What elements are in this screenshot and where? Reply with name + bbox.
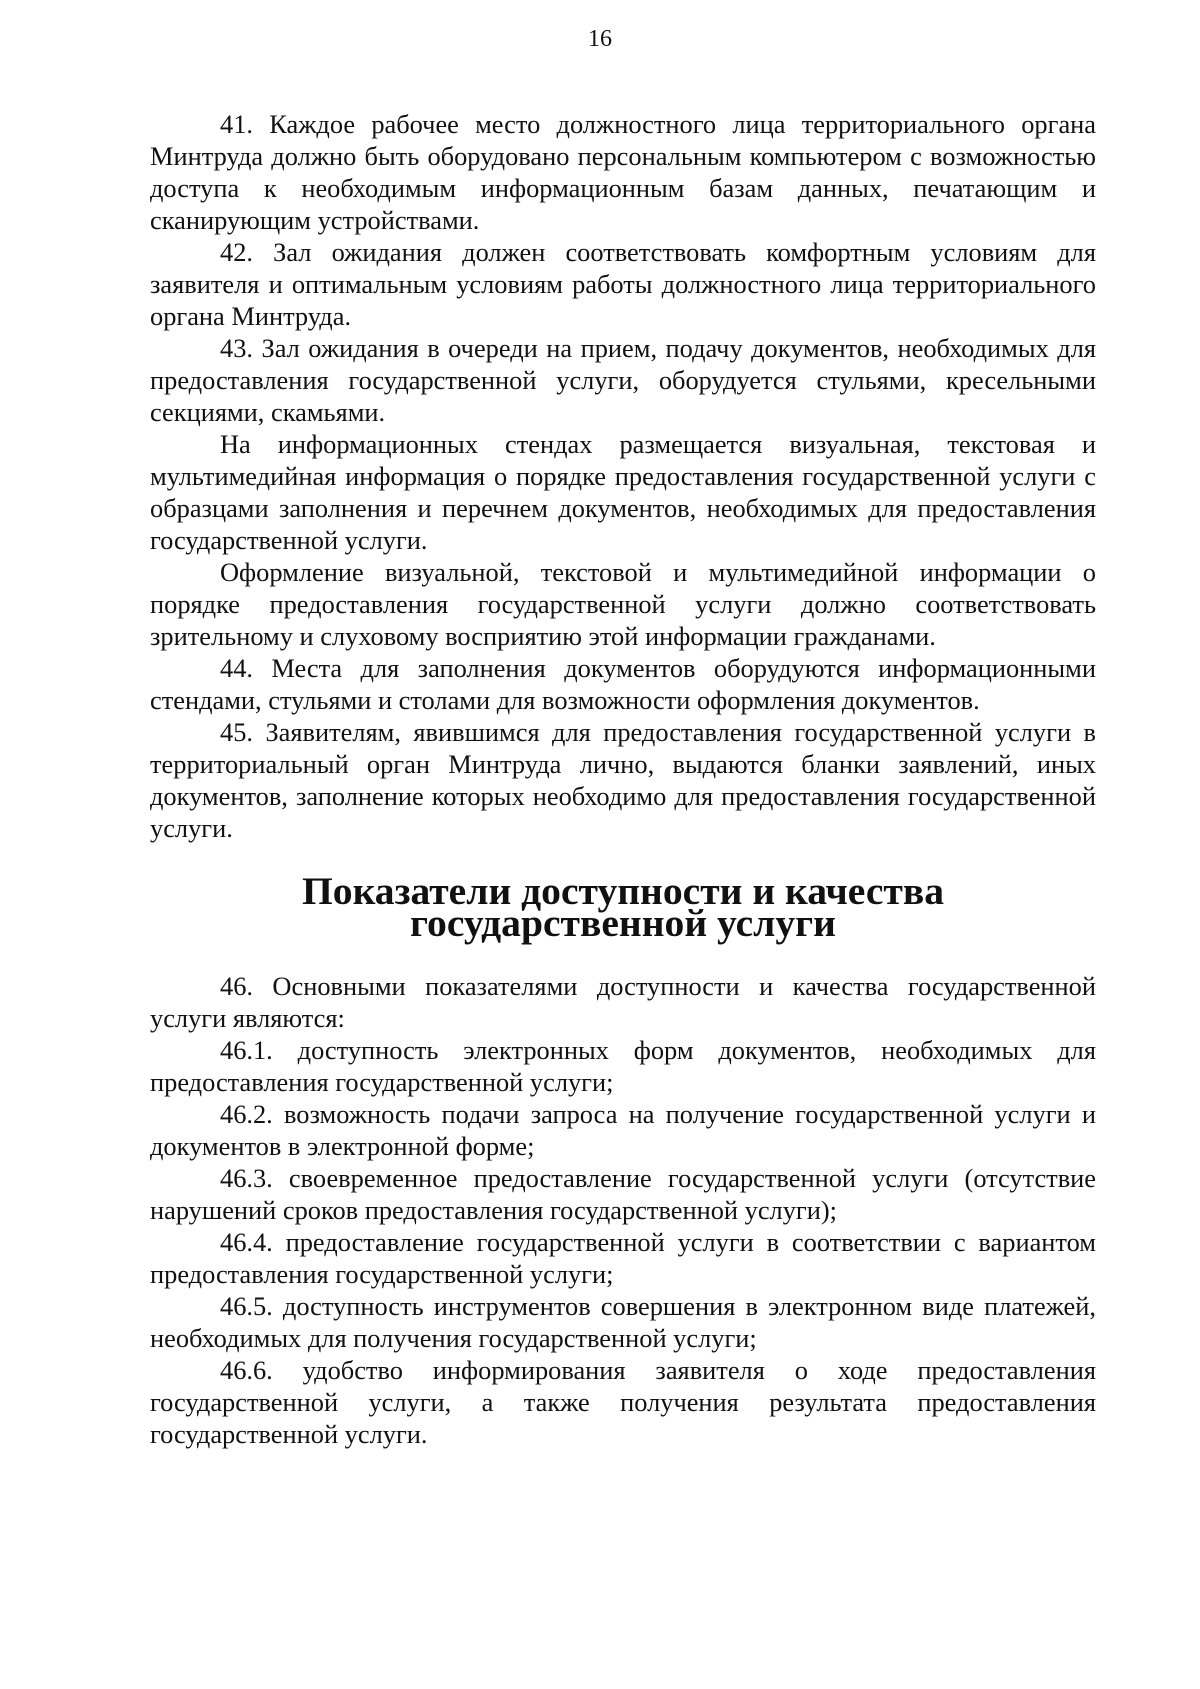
paragraph-45: 45. Заявителям, явившимся для предоставления государственной услуги в территориальный орган Минтруда лично, выдаются бланки заявлений, иных документов, заполнение которых необходимо для предоставления государственной услуги.	[150, 717, 1096, 843]
paragraph-46-1: 46.1. доступность электронных форм документов, необходимых для предоставления государственной услуги;	[150, 1035, 1096, 1097]
paragraph-46-5: 46.5. доступность инструментов совершения в электронном виде платежей, необходимых для получения государственной услуги;	[150, 1291, 1096, 1353]
paragraph-42: 42. Зал ожидания должен соответствовать комфортным условиям для заявителя и оптимальным условиям работы должностного лица территориального органа Минтруда.	[150, 237, 1096, 331]
paragraph-46-3: 46.3. своевременное предоставление государственной услуги (отсутствие нарушений сроков предоставления государственной услуги);	[150, 1163, 1096, 1225]
section-heading: Показатели доступности и качества государственной услуги	[302, 869, 944, 945]
paragraph-46-4: 46.4. предоставление государственной услуги в соответствии с вариантом предоставления государственной услуги;	[150, 1227, 1096, 1289]
paragraph-46-6: 46.6. удобство информирования заявителя о ходе предоставления государственной услуги, а также получения результата предоставления государственной услуги.	[150, 1355, 1096, 1449]
document-body	[150, 108, 1096, 1450]
paragraph-44: 44. Места для заполнения документов оборудуются информационными стендами, стульями и столами для возможности оформления документов.	[150, 653, 1096, 715]
page-number: 16	[588, 26, 612, 52]
paragraph-41: 41. Каждое рабочее место должностного лица территориального органа Минтруда должно быть оборудовано персональным компьютером с возможностью доступа к необходимым информационным базам данных, печатающим и сканирующим устройствами.	[150, 109, 1096, 235]
paragraph-design: Оформление визуальной, текстовой и мультимедийной информации о порядке предоставления государственной услуги должно соответствовать зрительному и слуховому восприятию этой информации гражданами.	[150, 557, 1096, 651]
paragraph-43: 43. Зал ожидания в очереди на прием, подачу документов, необходимых для предоставления государственной услуги, оборудуется стульями, кресельными секциями, скамьями.	[150, 333, 1096, 427]
paragraph-46: 46. Основными показателями доступности и качества государственной услуги являются:	[150, 971, 1096, 1033]
paragraph-46-2: 46.2. возможность подачи запроса на получение государственной услуги и документов в электронной форме;	[150, 1099, 1096, 1161]
paragraph-info-stands: На информационных стендах размещается визуальная, текстовая и мультимедийная информация о порядке предоставления государственной услуги с образцами заполнения и перечнем документов, необходимых для предоставления государственной услуги.	[150, 429, 1096, 555]
